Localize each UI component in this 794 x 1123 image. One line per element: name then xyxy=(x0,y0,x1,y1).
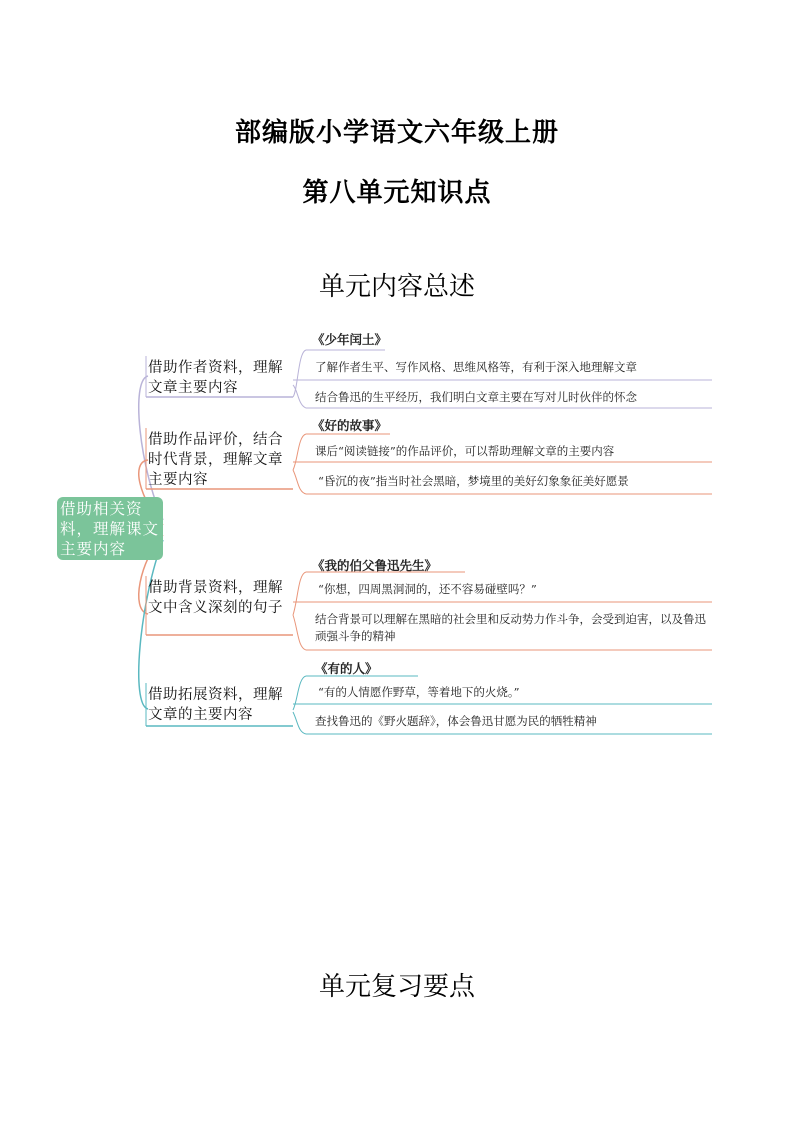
section-heading-review: 单元复习要点 xyxy=(318,972,475,1002)
book-title-3: 《我的伯父鲁迅先生》 xyxy=(312,558,438,573)
mindmap-branch-3: 借助背景资料，理解文中含义深刻的句子 xyxy=(148,580,283,616)
mindmap-branch-1: 借助作者资料，理解文章主要内容 xyxy=(148,360,283,396)
mindmap-root-node: 借助相关资料，理解课文主要内容 xyxy=(57,497,163,560)
detail-2-1: 课后“阅读链接”的作品评价，可以帮助理解文章的主要内容 xyxy=(315,444,615,458)
mindmap-branch-2: 借助作品评价，结合时代背景，理解文章主要内容 xyxy=(148,432,283,488)
detail-4-1: “有的人情愿作野草，等着地下的火烧。” xyxy=(318,685,520,699)
book-title-1: 《少年闰土》 xyxy=(312,332,388,347)
detail-2-2: “昏沉的夜”指当时社会黑暗，梦境里的美好幻象象征美好愿景 xyxy=(318,474,629,488)
detail-3-1: “你想，四周黑洞洞的，还不容易碰壁吗？” xyxy=(318,582,537,596)
book-title-2: 《好的故事》 xyxy=(312,418,388,433)
document-title-line2: 第八单元知识点 xyxy=(302,178,492,208)
section-heading-overview: 单元内容总述 xyxy=(318,272,475,302)
detail-4-2: 查找鲁迅的《野火题辞》，体会鲁迅甘愿为民的牺牲精神 xyxy=(315,714,597,728)
book-title-4: 《有的人》 xyxy=(315,661,378,676)
detail-1-2: 结合鲁迅的生平经历，我们明白文章主要在写对儿时伙伴的怀念 xyxy=(315,390,637,404)
document-title-line1: 部编版小学语文六年级上册 xyxy=(234,118,559,148)
detail-3-2: 结合背景可以理解在黑暗的社会里和反动势力作斗争，会受到迫害，以及鲁迅顽强斗争的精神 xyxy=(315,612,706,643)
detail-1-1: 了解作者生平、写作风格、思维风格等，有利于深入地理解文章 xyxy=(315,360,637,374)
mindmap-branch-4: 借助拓展资料，理解文章的主要内容 xyxy=(148,687,283,723)
